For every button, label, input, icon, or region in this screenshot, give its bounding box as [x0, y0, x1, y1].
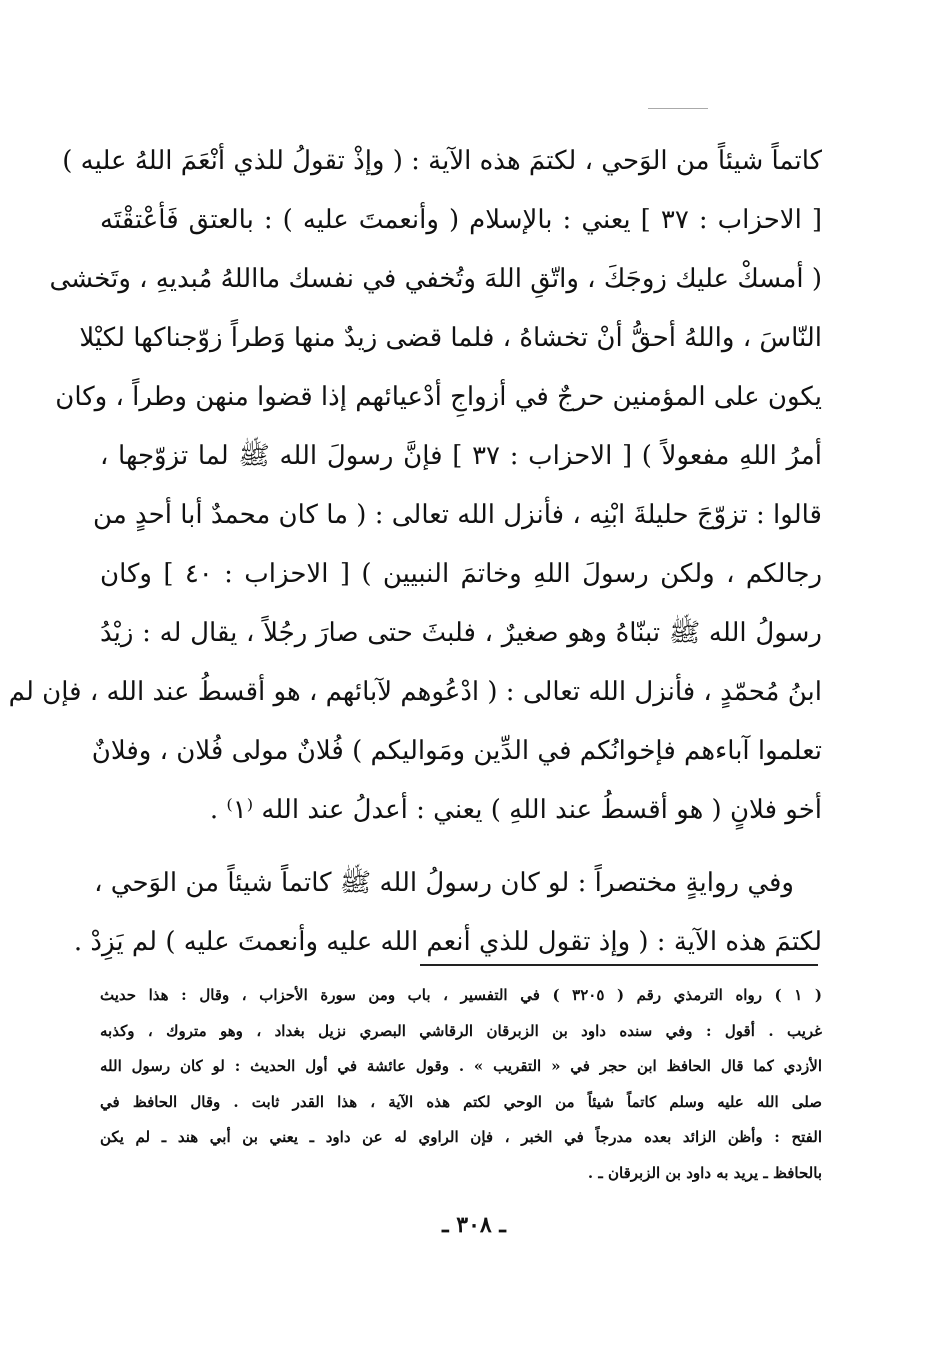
- text-line: أمرُ اللهِ مفعولاً ) [ الاحزاب : ٣٧ ] فإنَّ رسولَ الله ﷺ لما تزوّجها ،: [100, 441, 822, 471]
- text-line: وفي روايةٍ مختصراً : لو كان رسولُ الله ﷺ كاتماً شيئاً من الوَحي ،: [94, 868, 794, 898]
- text-line: لكتمَ هذه الآية : ( وإذ تقول للذي أنعم الله عليه وأنعمتَ عليه ) لم يَزِدْ .: [73, 927, 822, 957]
- footnote-separator: [420, 964, 818, 966]
- main-text-block: [8, 132, 823, 972]
- footnote-line: غريب . أقول : وفي سنده داود بن الزبرقان الرقاشي البصري نزيل بغداد ، وهو متروك ، وكذبه: [100, 1021, 822, 1040]
- text-line: النّاسَ ، واللهُ أحقُّ أنْ تخشاهُ ، فلما قضى زيدٌ منها وَطراً زوّجناكها لكيْلا: [79, 323, 822, 353]
- footnote-line: الأزدي كما قال الحافظ ابن حجر في « التقريب » . وقول عائشة في أول الحديث : لو كان رسول الله: [100, 1057, 822, 1076]
- text-line: أخو فلانٍ ( هو أقسطُ عند اللهِ ) يعني : أعدلُ عند الله ⁽١⁾ .: [209, 795, 822, 825]
- text-line: رسولُ الله ﷺ تبنّاهُ وهو صغيرٌ ، فلبثَ حتى صارَ رجُلاً ، يقال له : زيْدُ: [100, 618, 822, 648]
- text-line: قالوا : تزوّجَ حليلةَ ابْنِه ، فأنزل الله تعالى : ( ما كان محمدٌ أبا أحدٍ من: [93, 500, 822, 530]
- footnote-line: بالحافظ ـ يريد به داود بن الزبرقان ـ .: [587, 1163, 822, 1182]
- text-line: ابنُ مُحمّدٍ ، فأنزل الله تعالى : ( ادْعُوهم لآبائهم ، هو أقسطُ عند الله ، فإن لم: [8, 677, 822, 707]
- footnote-line: ( ١ ) رواه الترمذي رقم ( ٣٢٠٥ ) في التفسير ، باب ومن سورة الأحزاب ، وقال : هذا حديث: [100, 986, 823, 1004]
- text-line: ( أمسكْ عليك زوجَكَ ، واتّقِ اللهَ وتُخفي في نفسك مااللهُ مُبديهِ ، وتَخشى: [49, 264, 822, 294]
- text-line: تعلموا آباءهم فإخوانُكم في الدِّين ومَواليكم ) فُلانٌ مولى فُلان ، وفلانٌ: [91, 736, 822, 766]
- top-rule: [648, 108, 708, 109]
- page-number: ـ ٣٠٨ ـ: [442, 1212, 506, 1238]
- footnotes-block: [100, 978, 822, 1192]
- text-line: يكون على المؤمنين حرجٌ في أزواجِ أدْعيائهم إذا قضوا منهن وطراً ، وكان: [55, 382, 822, 412]
- footnote-line: الفتح : وأظن الزائد بعده مدرجاً في الخبر ، فإن الراوي له عن داود ـ يعني بن أبي هند ـ لم يكن: [100, 1128, 822, 1147]
- text-line: كاتماً شيئاً من الوَحي ، لكتمَ هذه الآية : ( وإذْ تقولُ للذي أنْعَمَ اللهُ عليه ): [62, 146, 822, 176]
- paragraph-gap: [100, 840, 822, 854]
- text-line: [ الاحزاب : ٣٧ ] يعني : بالإسلام ( وأنعمتَ عليه ) : بالعتق فَأعْتقْتَه: [100, 205, 822, 235]
- footnote-line: صلى الله عليه وسلم كاتماً شيئاً من الوحي لكتم هذه الآية ، هذا القدر ثابت . وقال الحافظ في: [100, 1092, 822, 1111]
- text-line: رجالكم ، ولكن رسولَ اللهِ وخاتمَ النبيين ) [ الاحزاب : ٤٠ ] وكان: [100, 559, 823, 589]
